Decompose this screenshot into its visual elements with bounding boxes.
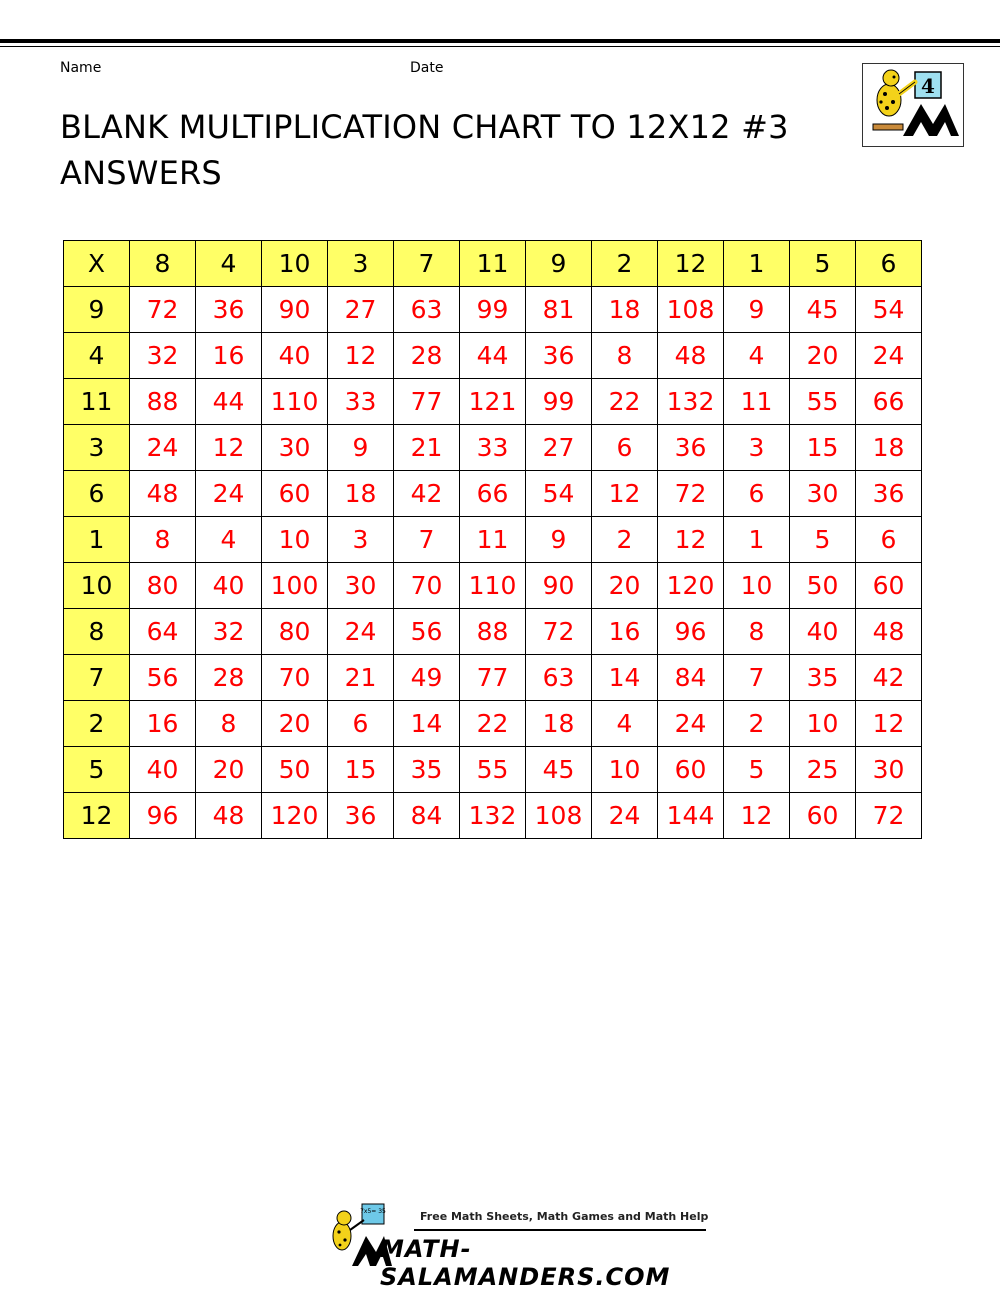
answer-cell: 21	[394, 425, 460, 471]
answer-cell: 6	[328, 701, 394, 747]
answer-cell: 70	[262, 655, 328, 701]
answer-cell: 48	[196, 793, 262, 839]
answer-cell: 60	[790, 793, 856, 839]
footer-branding	[322, 1200, 712, 1291]
column-header-cell: 7	[394, 241, 460, 287]
answer-cell: 24	[130, 425, 196, 471]
table-row	[64, 471, 922, 517]
answer-cell: 15	[790, 425, 856, 471]
answer-cell: 27	[328, 287, 394, 333]
answer-cell: 99	[526, 379, 592, 425]
table-row	[64, 655, 922, 701]
answer-cell: 24	[196, 471, 262, 517]
answer-cell: 24	[592, 793, 658, 839]
answer-cell: 88	[460, 609, 526, 655]
answer-cell: 110	[262, 379, 328, 425]
answer-cell: 12	[724, 793, 790, 839]
multiplication-table	[63, 240, 922, 839]
column-header-cell: 11	[460, 241, 526, 287]
answer-cell: 96	[658, 609, 724, 655]
salamander-logo	[862, 63, 964, 147]
answer-cell: 80	[130, 563, 196, 609]
answer-cell: 121	[460, 379, 526, 425]
answer-cell: 84	[394, 793, 460, 839]
answer-cell: 11	[724, 379, 790, 425]
answer-cell: 27	[526, 425, 592, 471]
column-header-cell: 4	[196, 241, 262, 287]
answer-cell: 120	[658, 563, 724, 609]
top-rule	[0, 39, 1000, 43]
column-header-cell: 1	[724, 241, 790, 287]
answer-cell: 18	[526, 701, 592, 747]
answer-cell: 24	[328, 609, 394, 655]
answer-cell: 10	[790, 701, 856, 747]
answer-cell: 18	[592, 287, 658, 333]
answer-cell: 48	[130, 471, 196, 517]
answer-cell: 72	[856, 793, 922, 839]
table-row	[64, 563, 922, 609]
answer-cell: 1	[724, 517, 790, 563]
answer-cell: 77	[460, 655, 526, 701]
answer-cell: 80	[262, 609, 328, 655]
table-row	[64, 333, 922, 379]
answer-cell: 6	[724, 471, 790, 517]
answer-cell: 60	[262, 471, 328, 517]
answer-cell: 40	[196, 563, 262, 609]
table-row	[64, 517, 922, 563]
answer-cell: 18	[328, 471, 394, 517]
answer-cell: 63	[394, 287, 460, 333]
answer-cell: 20	[790, 333, 856, 379]
answer-cell: 64	[130, 609, 196, 655]
column-header-cell: 9	[526, 241, 592, 287]
answer-cell: 16	[130, 701, 196, 747]
answer-cell: 132	[658, 379, 724, 425]
answer-cell: 3	[328, 517, 394, 563]
column-header-cell: 12	[658, 241, 724, 287]
answer-cell: 21	[328, 655, 394, 701]
answer-cell: 4	[724, 333, 790, 379]
answer-cell: 50	[790, 563, 856, 609]
answer-cell: 15	[328, 747, 394, 793]
answer-cell: 36	[196, 287, 262, 333]
footer-tagline: Free Math Sheets, Math Games and Math Help	[420, 1210, 709, 1223]
name-label: Name	[60, 60, 102, 76]
answer-cell: 48	[856, 609, 922, 655]
answer-cell: 72	[658, 471, 724, 517]
answer-cell: 2	[592, 517, 658, 563]
answer-cell: 2	[724, 701, 790, 747]
answer-cell: 40	[130, 747, 196, 793]
answer-cell: 30	[790, 471, 856, 517]
answer-cell: 12	[856, 701, 922, 747]
answer-cell: 16	[592, 609, 658, 655]
answer-cell: 20	[196, 747, 262, 793]
answer-cell: 45	[526, 747, 592, 793]
answer-cell: 7	[724, 655, 790, 701]
answer-cell: 48	[658, 333, 724, 379]
row-header-cell: 12	[64, 793, 130, 839]
answer-cell: 42	[856, 655, 922, 701]
answer-cell: 9	[328, 425, 394, 471]
answer-cell: 35	[790, 655, 856, 701]
answer-cell: 10	[592, 747, 658, 793]
table-row	[64, 701, 922, 747]
answer-cell: 44	[196, 379, 262, 425]
answer-cell: 8	[196, 701, 262, 747]
row-header-cell: 1	[64, 517, 130, 563]
table-row	[64, 747, 922, 793]
answer-cell: 7	[394, 517, 460, 563]
answer-cell: 72	[130, 287, 196, 333]
answer-cell: 72	[526, 609, 592, 655]
answer-cell: 14	[394, 701, 460, 747]
answer-cell: 144	[658, 793, 724, 839]
answer-cell: 25	[790, 747, 856, 793]
table-row	[64, 793, 922, 839]
answer-cell: 18	[856, 425, 922, 471]
answer-cell: 30	[328, 563, 394, 609]
answer-cell: 14	[592, 655, 658, 701]
answer-cell: 56	[130, 655, 196, 701]
answer-cell: 33	[328, 379, 394, 425]
answer-cell: 22	[592, 379, 658, 425]
answer-cell: 132	[460, 793, 526, 839]
answer-cell: 12	[592, 471, 658, 517]
row-header-cell: 8	[64, 609, 130, 655]
answer-cell: 54	[856, 287, 922, 333]
answer-cell: 66	[856, 379, 922, 425]
row-header-cell: 9	[64, 287, 130, 333]
answer-cell: 60	[856, 563, 922, 609]
answer-cell: 54	[526, 471, 592, 517]
answer-cell: 30	[856, 747, 922, 793]
answer-cell: 40	[262, 333, 328, 379]
answer-cell: 10	[724, 563, 790, 609]
answer-cell: 45	[790, 287, 856, 333]
logo-number: 4	[921, 74, 935, 98]
answer-cell: 36	[658, 425, 724, 471]
answer-cell: 11	[460, 517, 526, 563]
answer-cell: 60	[658, 747, 724, 793]
answer-cell: 63	[526, 655, 592, 701]
answer-cell: 24	[856, 333, 922, 379]
column-header-cell: 3	[328, 241, 394, 287]
answer-cell: 90	[262, 287, 328, 333]
answer-cell: 33	[460, 425, 526, 471]
row-header-cell: 11	[64, 379, 130, 425]
row-header-cell: 3	[64, 425, 130, 471]
answer-cell: 110	[460, 563, 526, 609]
footer-badge-text: 7x5= 35	[360, 1208, 386, 1215]
answer-cell: 120	[262, 793, 328, 839]
answer-cell: 28	[196, 655, 262, 701]
column-header-cell: 6	[856, 241, 922, 287]
answer-cell: 36	[856, 471, 922, 517]
answer-cell: 5	[790, 517, 856, 563]
answer-cell: 5	[724, 747, 790, 793]
answer-cell: 50	[262, 747, 328, 793]
answer-cell: 81	[526, 287, 592, 333]
table-row	[64, 425, 922, 471]
answer-cell: 56	[394, 609, 460, 655]
answer-cell: 12	[328, 333, 394, 379]
column-header-cell: 5	[790, 241, 856, 287]
row-header-cell: 7	[64, 655, 130, 701]
column-header-cell: 8	[130, 241, 196, 287]
answer-cell: 90	[526, 563, 592, 609]
answer-cell: 108	[526, 793, 592, 839]
row-header-cell: 10	[64, 563, 130, 609]
answer-cell: 84	[658, 655, 724, 701]
page-title: BLANK MULTIPLICATION CHART TO 12X12 #3 ANSWERS	[60, 108, 789, 192]
answer-cell: 12	[658, 517, 724, 563]
row-header-cell: 6	[64, 471, 130, 517]
salamander-logo-icon	[863, 64, 963, 146]
answer-cell: 42	[394, 471, 460, 517]
answer-cell: 99	[460, 287, 526, 333]
answer-cell: 36	[328, 793, 394, 839]
answer-cell: 8	[130, 517, 196, 563]
answer-cell: 4	[196, 517, 262, 563]
top-rule-thin	[0, 46, 1000, 47]
answer-cell: 24	[658, 701, 724, 747]
answer-cell: 108	[658, 287, 724, 333]
answer-cell: 36	[526, 333, 592, 379]
table-row	[64, 379, 922, 425]
row-header-cell: 4	[64, 333, 130, 379]
answer-cell: 20	[262, 701, 328, 747]
column-header-cell: 10	[262, 241, 328, 287]
answer-cell: 8	[724, 609, 790, 655]
answer-cell: 44	[460, 333, 526, 379]
answer-cell: 100	[262, 563, 328, 609]
table-header-row	[64, 241, 922, 287]
row-header-cell: 5	[64, 747, 130, 793]
answer-cell: 3	[724, 425, 790, 471]
table-row	[64, 287, 922, 333]
table-row	[64, 609, 922, 655]
answer-cell: 20	[592, 563, 658, 609]
answer-cell: 22	[460, 701, 526, 747]
answer-cell: 30	[262, 425, 328, 471]
answer-cell: 9	[526, 517, 592, 563]
answer-cell: 96	[130, 793, 196, 839]
answer-cell: 10	[262, 517, 328, 563]
answer-cell: 28	[394, 333, 460, 379]
answer-cell: 88	[130, 379, 196, 425]
answer-cell: 40	[790, 609, 856, 655]
corner-cell: X	[64, 241, 130, 287]
row-header-cell: 2	[64, 701, 130, 747]
answer-cell: 55	[460, 747, 526, 793]
answer-cell: 4	[592, 701, 658, 747]
answer-cell: 70	[394, 563, 460, 609]
answer-cell: 9	[724, 287, 790, 333]
date-label: Date	[410, 60, 444, 76]
footer-divider	[414, 1229, 706, 1231]
answer-cell: 32	[130, 333, 196, 379]
answer-cell: 66	[460, 471, 526, 517]
answer-cell: 77	[394, 379, 460, 425]
column-header-cell: 2	[592, 241, 658, 287]
answer-cell: 49	[394, 655, 460, 701]
answer-cell: 16	[196, 333, 262, 379]
answer-cell: 6	[592, 425, 658, 471]
answer-cell: 6	[856, 517, 922, 563]
answer-cell: 12	[196, 425, 262, 471]
footer-brand: MATH-SALAMANDERS.COM	[380, 1235, 671, 1291]
answer-cell: 55	[790, 379, 856, 425]
answer-cell: 35	[394, 747, 460, 793]
answer-cell: 32	[196, 609, 262, 655]
answer-cell: 8	[592, 333, 658, 379]
